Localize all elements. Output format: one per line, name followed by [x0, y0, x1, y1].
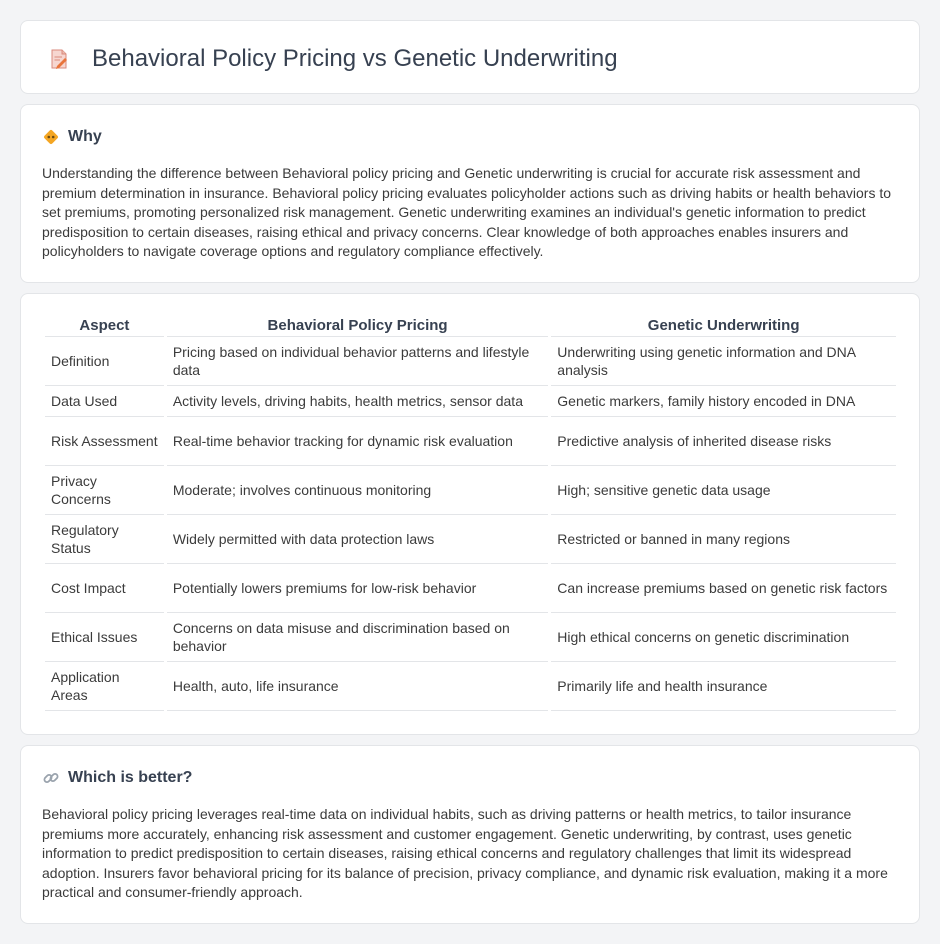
column-header-behavioral: Behavioral Policy Pricing [167, 315, 548, 337]
why-text: Understanding the difference between Behavioral policy pricing and Genetic underwriting is crucial for accurate risk assessment and premium determination in insurance. Behavioral policy pricing evaluates policyholder actions such as driving habits or health behaviors to set premiums, promoting personalized risk management. Genetic underwriting examines an individual's genetic information to predict predisposition to certain diseases, raising ethical and privacy concerns. Clear knowledge of both approaches enables insurers and policyholders to navigate coverage options and regulatory compliance effectively. [42, 165, 892, 260]
genetic-cell: Restricted or banned in many regions [551, 515, 896, 564]
genetic-cell: Primarily life and health insurance [551, 662, 896, 711]
table-row [45, 417, 896, 466]
better-heading-row [42, 767, 192, 789]
aspect-cell: Definition [45, 337, 164, 386]
behavioral-cell: Potentially lowers premiums for low-risk behavior [167, 564, 548, 613]
column-header-genetic: Genetic Underwriting [551, 315, 896, 337]
better-text: Behavioral policy pricing leverages real-time data on individual habits, such as driving patterns or health metrics, to tailor insurance premiums more accurately, enhancing risk assessment and customer engagement. Genetic underwriting, by contrast, uses genetic information to predict predisposition to certain diseases, raising ethical concerns and regulatory challenges that limit its widespread adoption. Insurers favor behavioral pricing for its balance of precision, privacy compliance, and dynamic risk evaluation, making it a more practical and consumer-friendly approach. [42, 806, 888, 901]
comparison-section [20, 293, 920, 735]
page-title: Behavioral Policy Pricing vs Genetic Underwriting [92, 45, 618, 72]
behavioral-cell: Real-time behavior tracking for dynamic risk evaluation [167, 417, 548, 466]
table-header-row [45, 315, 896, 337]
aspect-cell: Ethical Issues [45, 613, 164, 662]
table-row [45, 564, 896, 613]
why-heading: Why [68, 128, 102, 145]
genetic-cell: High ethical concerns on genetic discrimination [551, 613, 896, 662]
comparison-table [42, 315, 899, 711]
table-row [45, 386, 896, 417]
why-section [20, 104, 920, 283]
genetic-cell: Genetic markers, family history encoded in DNA [551, 386, 896, 417]
table-row [45, 662, 896, 711]
behavioral-cell: Widely permitted with data protection laws [167, 515, 548, 564]
aspect-cell: Regulatory Status [45, 515, 164, 564]
table-row [45, 515, 896, 564]
table-row [45, 337, 896, 386]
behavioral-cell: Moderate; involves continuous monitoring [167, 466, 548, 515]
genetic-cell: Underwriting using genetic information and DNA analysis [551, 337, 896, 386]
genetic-cell: Predictive analysis of inherited disease risks [551, 417, 896, 466]
aspect-cell: Application Areas [45, 662, 164, 711]
genetic-cell: High; sensitive genetic data usage [551, 466, 896, 515]
table-row [45, 613, 896, 662]
which-is-better-section [20, 745, 920, 924]
better-heading: Which is better? [68, 769, 193, 786]
why-heading-row [42, 126, 102, 148]
aspect-cell: Privacy Concerns [45, 466, 164, 515]
behavioral-cell: Health, auto, life insurance [167, 662, 548, 711]
aspect-cell: Cost Impact [45, 564, 164, 613]
aspect-cell: Data Used [45, 386, 164, 417]
aspect-cell: Risk Assessment [45, 417, 164, 466]
genetic-cell: Can increase premiums based on genetic risk factors [551, 564, 896, 613]
behavioral-cell: Activity levels, driving habits, health metrics, sensor data [167, 386, 548, 417]
column-header-aspect: Aspect [45, 315, 164, 337]
title-card [20, 20, 920, 94]
table-row [45, 466, 896, 515]
document-edit-icon [48, 48, 70, 70]
behavioral-cell: Concerns on data misuse and discrimination based on behavior [167, 613, 548, 662]
link-icon [42, 769, 60, 787]
behavioral-cell: Pricing based on individual behavior patterns and lifestyle data [167, 337, 548, 386]
diamond-warning-icon [42, 128, 60, 146]
